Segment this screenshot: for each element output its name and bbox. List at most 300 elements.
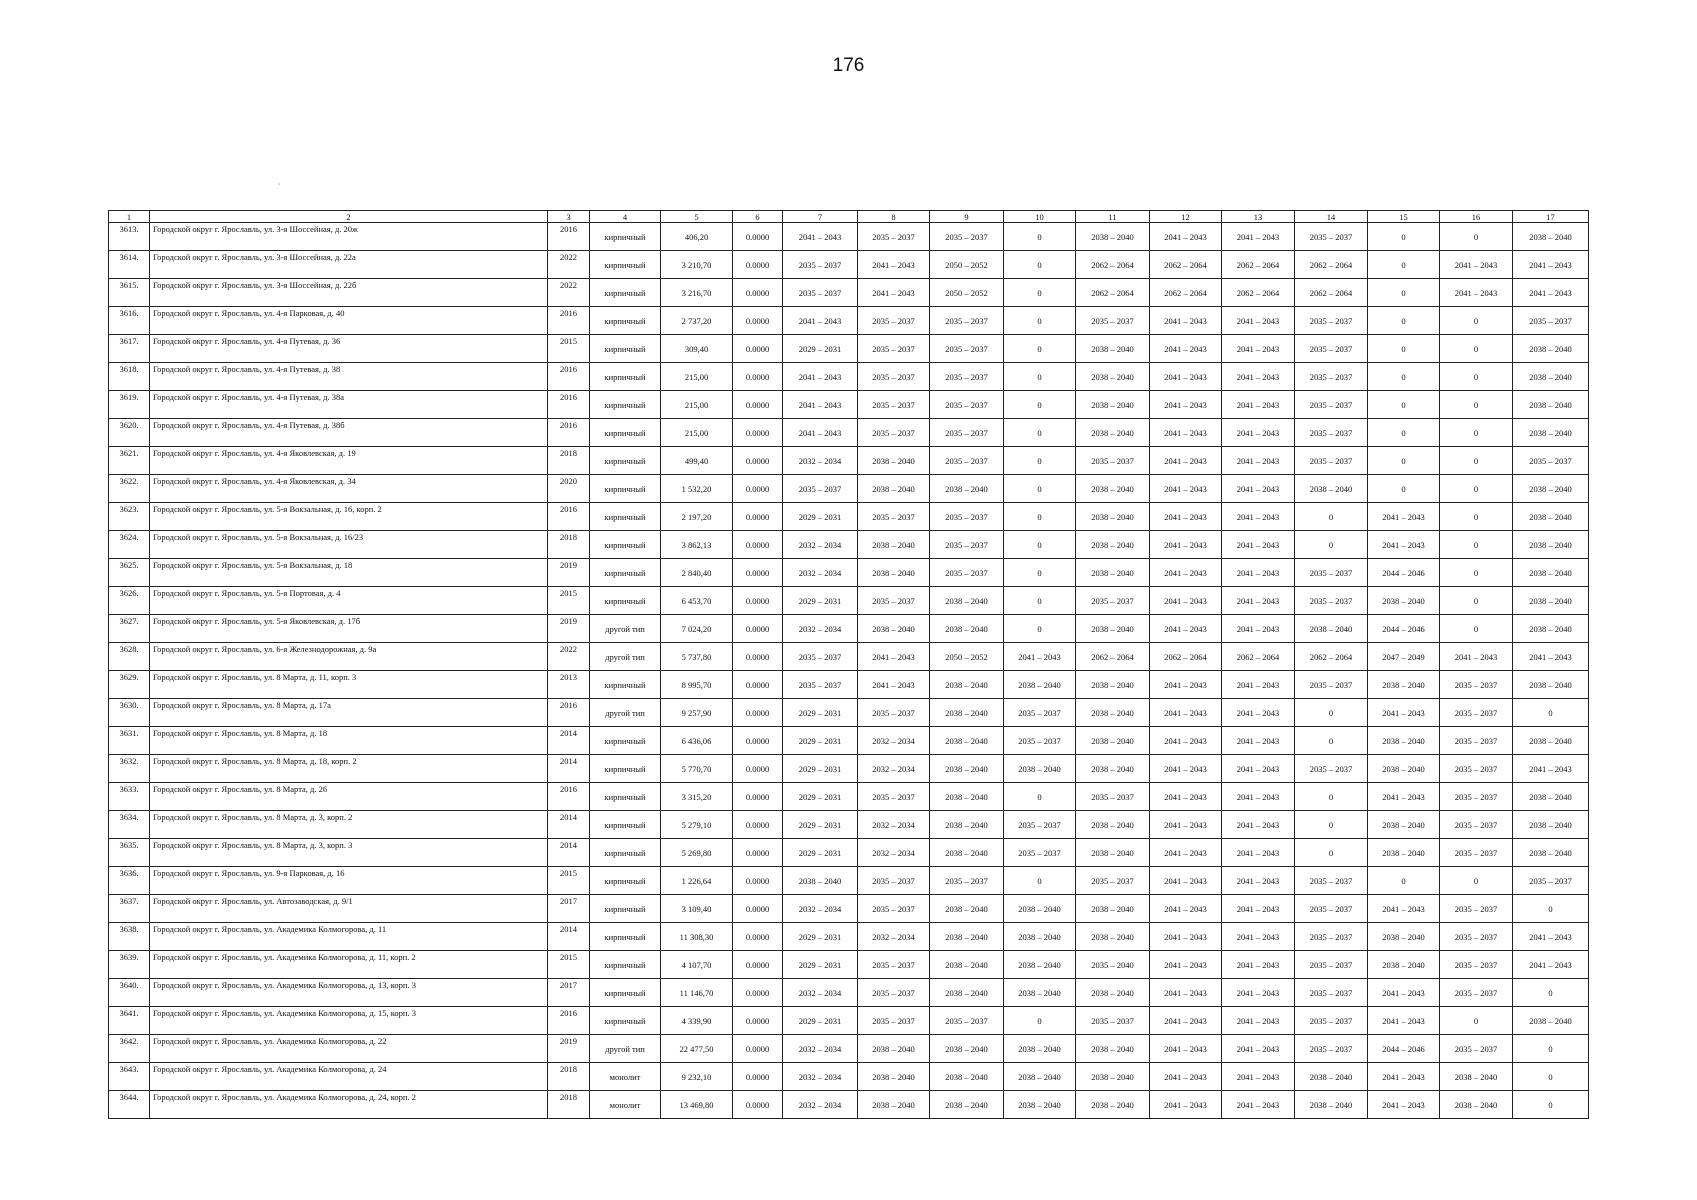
table-cell: 2035 – 2037: [1513, 867, 1589, 895]
table-cell: 2041 – 2043: [1222, 587, 1295, 615]
table-cell: Городской округ г. Ярославль, ул. 4-я Путевая, д. 38: [150, 363, 548, 391]
table-cell: другой тип: [590, 615, 661, 643]
table-cell: 2038 – 2040: [1076, 475, 1150, 503]
table-cell: Городской округ г. Ярославль, ул. Академика Колмогорова, д. 13, корп. 3: [150, 979, 548, 1007]
table-cell: 2038 – 2040: [930, 587, 1004, 615]
table-cell: 2041 – 2043: [1222, 447, 1295, 475]
table-cell: 2038 – 2040: [1076, 335, 1150, 363]
table-cell: 0.0000: [733, 503, 783, 531]
table-cell: 2035 – 2037: [930, 419, 1004, 447]
table-cell: 2035 – 2037: [783, 643, 858, 671]
table-cell: кирпичный: [590, 223, 661, 251]
table-cell: 0.0000: [733, 671, 783, 699]
table-cell: монолит: [590, 1091, 661, 1119]
table-cell: 2035 – 2037: [1295, 1007, 1368, 1035]
table-cell: кирпичный: [590, 307, 661, 335]
column-header-8: 8: [858, 211, 930, 223]
table-cell: 2013: [548, 671, 590, 699]
table-row: [109, 363, 1589, 391]
table-cell: 2016: [548, 307, 590, 335]
table-cell: 2041 – 2043: [1150, 223, 1222, 251]
table-cell: 0: [1440, 447, 1513, 475]
table-cell: 11 146,70: [661, 979, 733, 1007]
table-cell: 2032 – 2034: [783, 1035, 858, 1063]
table-cell: 0: [1440, 391, 1513, 419]
table-cell: 0.0000: [733, 279, 783, 307]
table-cell: 0.0000: [733, 727, 783, 755]
table-cell: 2035 – 2037: [783, 279, 858, 307]
table-row: [109, 727, 1589, 755]
table-cell: кирпичный: [590, 559, 661, 587]
table-cell: 2041 – 2043: [1150, 419, 1222, 447]
table-cell: 2041 – 2043: [1368, 1007, 1440, 1035]
table-cell: 3626.: [109, 587, 150, 615]
table-cell: кирпичный: [590, 755, 661, 783]
table-cell: 0.0000: [733, 1091, 783, 1119]
table-cell: 2041 – 2043: [1150, 447, 1222, 475]
table-cell: Городской округ г. Ярославль, ул. 5-я Вокзальная, д. 16, корп. 2: [150, 503, 548, 531]
table-cell: Городской округ г. Ярославль, ул. 4-я Яковлевская, д. 19: [150, 447, 548, 475]
table-cell: 2038 – 2040: [930, 475, 1004, 503]
table-cell: 2041 – 2043: [1222, 923, 1295, 951]
table-cell: 0.0000: [733, 979, 783, 1007]
table-cell: 2035 – 2037: [1513, 447, 1589, 475]
column-header-4: 4: [590, 211, 661, 223]
column-header-11: 11: [1076, 211, 1150, 223]
table-cell: 2041 – 2043: [1222, 307, 1295, 335]
table-cell: 2038 – 2040: [930, 895, 1004, 923]
table-cell: 0: [1004, 1007, 1076, 1035]
table-cell: другой тип: [590, 699, 661, 727]
table-cell: Городской округ г. Ярославль, ул. 8 Марта, д. 18: [150, 727, 548, 755]
table-cell: Городской округ г. Ярославль, ул. 4-я Путевая, д. 38а: [150, 391, 548, 419]
table-cell: 3634.: [109, 811, 150, 839]
table-cell: 0: [1004, 783, 1076, 811]
table-cell: 2035 – 2037: [930, 559, 1004, 587]
table-cell: 0.0000: [733, 559, 783, 587]
table-cell: Городской округ г. Ярославль, ул. 4-я Яковлевская, д. 34: [150, 475, 548, 503]
table-cell: кирпичный: [590, 587, 661, 615]
page-number: 176: [832, 55, 865, 76]
table-cell: 0: [1440, 559, 1513, 587]
table-cell: 2038 – 2040: [1004, 755, 1076, 783]
table-cell: 3633.: [109, 783, 150, 811]
table-cell: 2062 – 2064: [1222, 251, 1295, 279]
table-cell: 2038 – 2040: [1295, 1063, 1368, 1091]
table-cell: 5 770,70: [661, 755, 733, 783]
table-cell: 4 107,70: [661, 951, 733, 979]
table-cell: 2041 – 2043: [1513, 643, 1589, 671]
table-cell: кирпичный: [590, 447, 661, 475]
table-cell: 2038 – 2040: [930, 783, 1004, 811]
table-cell: 3620.: [109, 419, 150, 447]
table-cell: 0: [1440, 363, 1513, 391]
table-cell: Городской округ г. Ярославль, ул. Академика Колмогорова, д. 11: [150, 923, 548, 951]
table-cell: 2029 – 2031: [783, 335, 858, 363]
table-cell: 2035 – 2037: [1076, 307, 1150, 335]
table-cell: 2016: [548, 223, 590, 251]
table-cell: 3613.: [109, 223, 150, 251]
table-cell: Городской округ г. Ярославль, ул. Академика Колмогорова, д. 22: [150, 1035, 548, 1063]
table-cell: 2019: [548, 615, 590, 643]
table-cell: Городской округ г. Ярославль, ул. 5-я Яковлевская, д. 17б: [150, 615, 548, 643]
table-cell: 2050 – 2052: [930, 279, 1004, 307]
table-row: [109, 223, 1589, 251]
table-row: [109, 251, 1589, 279]
table-cell: 2038 – 2040: [930, 1063, 1004, 1091]
table-cell: 2041 – 2043: [1222, 783, 1295, 811]
table-cell: 2018: [548, 531, 590, 559]
table-cell: 0: [1295, 811, 1368, 839]
table-cell: 2038 – 2040: [1076, 615, 1150, 643]
table-cell: Городской округ г. Ярославль, ул. 5-я Вокзальная, д. 18: [150, 559, 548, 587]
table-cell: 13 469,80: [661, 1091, 733, 1119]
table-cell: 2014: [548, 811, 590, 839]
table-cell: 2038 – 2040: [1513, 783, 1589, 811]
table-cell: 0: [1440, 307, 1513, 335]
table-cell: 2038 – 2040: [1513, 671, 1589, 699]
table-cell: 2041 – 2043: [1150, 1035, 1222, 1063]
table-cell: 0: [1440, 587, 1513, 615]
table-cell: 2015: [548, 867, 590, 895]
table-cell: 2035 – 2037: [1076, 1007, 1150, 1035]
table-cell: 3 862,13: [661, 531, 733, 559]
table-cell: 2038 – 2040: [1004, 923, 1076, 951]
table-cell: 3614.: [109, 251, 150, 279]
table-cell: 215,00: [661, 363, 733, 391]
table-cell: 2016: [548, 419, 590, 447]
table-cell: 2035 – 2037: [858, 699, 930, 727]
table-row: [109, 839, 1589, 867]
table-cell: 0: [1004, 867, 1076, 895]
table-cell: 2041 – 2043: [1222, 1007, 1295, 1035]
table-row: [109, 279, 1589, 307]
table-cell: 0: [1295, 503, 1368, 531]
table-cell: 2035 – 2037: [930, 1007, 1004, 1035]
table-cell: 0.0000: [733, 783, 783, 811]
table-cell: 2035 – 2037: [858, 503, 930, 531]
table-cell: 2038 – 2040: [930, 615, 1004, 643]
table-cell: кирпичный: [590, 727, 661, 755]
table-cell: 3622.: [109, 475, 150, 503]
table-row: [109, 699, 1589, 727]
table-row: [109, 923, 1589, 951]
table-cell: 2041 – 2043: [783, 307, 858, 335]
table-row: [109, 531, 1589, 559]
table-cell: 0.0000: [733, 363, 783, 391]
table-cell: 3631.: [109, 727, 150, 755]
table-cell: 2041 – 2043: [858, 643, 930, 671]
table-cell: 0: [1513, 895, 1589, 923]
table-cell: Городской округ г. Ярославль, ул. Академика Колмогорова, д. 24: [150, 1063, 548, 1091]
table-cell: 2041 – 2043: [1368, 895, 1440, 923]
table-cell: 0: [1368, 475, 1440, 503]
table-cell: 2035 – 2037: [1440, 1035, 1513, 1063]
table-cell: 2041 – 2043: [1150, 839, 1222, 867]
table-cell: 3628.: [109, 643, 150, 671]
table-cell: 3629.: [109, 671, 150, 699]
table-row: [109, 559, 1589, 587]
table-cell: 2041 – 2043: [1150, 615, 1222, 643]
table-row: [109, 783, 1589, 811]
table-cell: 2038 – 2040: [1076, 923, 1150, 951]
table-cell: 2035 – 2037: [783, 671, 858, 699]
table-cell: 2041 – 2043: [1150, 503, 1222, 531]
table-cell: 0: [1368, 279, 1440, 307]
table-cell: 0.0000: [733, 335, 783, 363]
table-cell: 2035 – 2037: [930, 867, 1004, 895]
table-cell: 3625.: [109, 559, 150, 587]
table-cell: 2016: [548, 1007, 590, 1035]
table-cell: 2029 – 2031: [783, 923, 858, 951]
table-cell: 2038 – 2040: [1076, 503, 1150, 531]
table-cell: 2038 – 2040: [930, 1091, 1004, 1119]
table-cell: 2041 – 2043: [1222, 363, 1295, 391]
table-cell: кирпичный: [590, 531, 661, 559]
table-body: [109, 223, 1589, 1119]
table-cell: 2022: [548, 279, 590, 307]
table-cell: 2029 – 2031: [783, 587, 858, 615]
table-row: [109, 895, 1589, 923]
table-row: [109, 811, 1589, 839]
table-cell: 2035 – 2037: [1513, 307, 1589, 335]
table-cell: 2038 – 2040: [930, 951, 1004, 979]
table-cell: 2041 – 2043: [1222, 867, 1295, 895]
table-cell: 2032 – 2034: [783, 1091, 858, 1119]
table-cell: Городской округ г. Ярославль, ул. 6-я Железнодорожная, д. 9а: [150, 643, 548, 671]
table-cell: 0.0000: [733, 419, 783, 447]
table-cell: 2035 – 2037: [930, 307, 1004, 335]
table-row: [109, 951, 1589, 979]
table-cell: 3643.: [109, 1063, 150, 1091]
table-cell: 3 109,40: [661, 895, 733, 923]
table-cell: 0: [1368, 251, 1440, 279]
table-cell: 2038 – 2040: [1076, 391, 1150, 419]
table-cell: 2041 – 2043: [1513, 951, 1589, 979]
table-cell: 2035 – 2037: [1004, 727, 1076, 755]
table-cell: Городской округ г. Ярославль, ул. 4-я Парковая, д. 40: [150, 307, 548, 335]
table-cell: 2035 – 2037: [1295, 419, 1368, 447]
table-cell: 3621.: [109, 447, 150, 475]
table-cell: 2038 – 2040: [1076, 811, 1150, 839]
table-cell: 2032 – 2034: [783, 531, 858, 559]
table-cell: 0.0000: [733, 895, 783, 923]
table-cell: 2035 – 2037: [858, 895, 930, 923]
table-cell: 2035 – 2037: [1295, 755, 1368, 783]
table-cell: 2032 – 2034: [858, 755, 930, 783]
table-row: [109, 391, 1589, 419]
table-cell: 3638.: [109, 923, 150, 951]
table-cell: 3627.: [109, 615, 150, 643]
table-cell: 2041 – 2043: [783, 391, 858, 419]
table-cell: 2035 – 2037: [1440, 727, 1513, 755]
table-row: [109, 671, 1589, 699]
table-cell: 2038 – 2040: [1513, 335, 1589, 363]
table-cell: 2038 – 2040: [1513, 811, 1589, 839]
table-cell: 2038 – 2040: [1513, 727, 1589, 755]
table-cell: 2035 – 2037: [1295, 447, 1368, 475]
table-cell: 2038 – 2040: [1076, 895, 1150, 923]
table-cell: 2062 – 2064: [1295, 279, 1368, 307]
table-cell: 0: [1004, 419, 1076, 447]
table-cell: Городской округ г. Ярославль, ул. Академика Колмогорова, д. 24, корп. 2: [150, 1091, 548, 1119]
table-cell: 2044 – 2046: [1368, 559, 1440, 587]
table-cell: Городской округ г. Ярославль, ул. 5-я Портовая, д. 4: [150, 587, 548, 615]
table-cell: 2038 – 2040: [1513, 839, 1589, 867]
table-cell: 2041 – 2043: [1222, 811, 1295, 839]
table-cell: 2038 – 2040: [1368, 587, 1440, 615]
table-cell: 0.0000: [733, 867, 783, 895]
table-cell: 2029 – 2031: [783, 755, 858, 783]
table-cell: 2038 – 2040: [1368, 811, 1440, 839]
table-cell: 2038 – 2040: [1513, 391, 1589, 419]
table-cell: 2038 – 2040: [930, 1035, 1004, 1063]
table-cell: 0: [1368, 867, 1440, 895]
table-cell: 2035 – 2037: [1295, 559, 1368, 587]
table-cell: 2035 – 2037: [1440, 755, 1513, 783]
table-cell: 2038 – 2040: [1076, 559, 1150, 587]
table-cell: 0: [1004, 475, 1076, 503]
table-cell: 0: [1440, 503, 1513, 531]
table-cell: 0.0000: [733, 643, 783, 671]
table-cell: 2035 – 2037: [1076, 447, 1150, 475]
table-cell: 2041 – 2043: [1513, 251, 1589, 279]
table-cell: 2032 – 2034: [783, 559, 858, 587]
table-cell: 0.0000: [733, 223, 783, 251]
table-cell: 2041 – 2043: [1222, 1063, 1295, 1091]
table-cell: Городской округ г. Ярославль, ул. 8 Марта, д. 26: [150, 783, 548, 811]
table-cell: 2032 – 2034: [783, 447, 858, 475]
table-cell: Городской округ г. Ярославль, ул. 3-я Шоссейная, д. 22б: [150, 279, 548, 307]
table-cell: 2038 – 2040: [1076, 1091, 1150, 1119]
table-cell: 2014: [548, 923, 590, 951]
table-cell: 2062 – 2064: [1076, 643, 1150, 671]
table-cell: 499,40: [661, 447, 733, 475]
table-cell: 2038 – 2040: [1440, 1091, 1513, 1119]
table-cell: кирпичный: [590, 475, 661, 503]
column-header-17: 17: [1513, 211, 1589, 223]
table-cell: 2038 – 2040: [858, 1063, 930, 1091]
table-cell: 0: [1004, 447, 1076, 475]
table-cell: 2038 – 2040: [930, 699, 1004, 727]
table-cell: 3640.: [109, 979, 150, 1007]
table-cell: 2018: [548, 1063, 590, 1091]
table-cell: 2 737,20: [661, 307, 733, 335]
table-cell: 2038 – 2040: [1295, 1091, 1368, 1119]
table-cell: кирпичный: [590, 503, 661, 531]
table-cell: 5 737,80: [661, 643, 733, 671]
table-cell: 2041 – 2043: [783, 223, 858, 251]
column-header-15: 15: [1368, 211, 1440, 223]
table-cell: 2041 – 2043: [1222, 671, 1295, 699]
table-cell: 215,00: [661, 419, 733, 447]
table-cell: 2035 – 2037: [858, 335, 930, 363]
table-cell: 0: [1368, 391, 1440, 419]
table-cell: 2044 – 2046: [1368, 1035, 1440, 1063]
table-cell: 2035 – 2037: [858, 363, 930, 391]
table-cell: 2041 – 2043: [1440, 643, 1513, 671]
table-cell: 1 226,64: [661, 867, 733, 895]
table-cell: 2041 – 2043: [1150, 867, 1222, 895]
table-cell: Городской округ г. Ярославль, ул. 3-я Шоссейная, д. 22а: [150, 251, 548, 279]
table-cell: 0: [1513, 1091, 1589, 1119]
table-row: [109, 615, 1589, 643]
table-cell: 2038 – 2040: [858, 531, 930, 559]
table-cell: 2041 – 2043: [1513, 279, 1589, 307]
table-row: [109, 335, 1589, 363]
table-row: [109, 1007, 1589, 1035]
table-cell: 0: [1004, 363, 1076, 391]
table-cell: 2032 – 2034: [783, 615, 858, 643]
table-row: [109, 867, 1589, 895]
table-cell: 2038 – 2040: [1368, 755, 1440, 783]
table-row: [109, 1035, 1589, 1063]
table-cell: 2035 – 2037: [1004, 839, 1076, 867]
table-cell: 2035 – 2037: [1295, 671, 1368, 699]
table-cell: другой тип: [590, 1035, 661, 1063]
table-cell: Городской округ г. Ярославль, ул. 8 Марта, д. 3, корп. 2: [150, 811, 548, 839]
table-cell: 2035 – 2037: [858, 419, 930, 447]
table-cell: 2041 – 2043: [1222, 615, 1295, 643]
column-header-6: 6: [733, 211, 783, 223]
table-cell: 2038 – 2040: [1004, 1063, 1076, 1091]
column-header-14: 14: [1295, 211, 1368, 223]
table-cell: другой тип: [590, 643, 661, 671]
table-cell: 2038 – 2040: [1368, 923, 1440, 951]
table-cell: 2035 – 2037: [1440, 811, 1513, 839]
table-cell: 2035 – 2037: [1295, 363, 1368, 391]
table-cell: 2041 – 2043: [1150, 755, 1222, 783]
table-cell: 3616.: [109, 307, 150, 335]
table-cell: 0: [1004, 279, 1076, 307]
table-cell: 2041 – 2043: [1150, 531, 1222, 559]
table-cell: 2035 – 2037: [1076, 867, 1150, 895]
table-cell: 0: [1004, 307, 1076, 335]
table-cell: 2047 – 2049: [1368, 643, 1440, 671]
table-cell: 2038 – 2040: [1513, 363, 1589, 391]
table-cell: 0: [1004, 587, 1076, 615]
table-cell: 2035 – 2037: [858, 223, 930, 251]
table-cell: 2035 – 2037: [1295, 867, 1368, 895]
table-cell: 2041 – 2043: [1222, 1035, 1295, 1063]
table-row: [109, 643, 1589, 671]
table-cell: 0: [1368, 223, 1440, 251]
table-cell: 0.0000: [733, 531, 783, 559]
table-cell: 2041 – 2043: [1150, 979, 1222, 1007]
table-cell: 3618.: [109, 363, 150, 391]
table-cell: 2041 – 2043: [1222, 223, 1295, 251]
table-cell: 2041 – 2043: [1150, 335, 1222, 363]
table-cell: 3644.: [109, 1091, 150, 1119]
table-cell: 0: [1295, 783, 1368, 811]
table-cell: 0.0000: [733, 839, 783, 867]
table-cell: 2038 – 2040: [1076, 223, 1150, 251]
table-cell: 2035 – 2037: [1004, 699, 1076, 727]
table-cell: 2038 – 2040: [1513, 419, 1589, 447]
table-cell: 2035 – 2037: [1440, 839, 1513, 867]
table-row: [109, 1063, 1589, 1091]
table-cell: кирпичный: [590, 811, 661, 839]
table-cell: 2038 – 2040: [1076, 363, 1150, 391]
table-cell: 2035 – 2037: [858, 391, 930, 419]
table-cell: 2035 – 2040: [1076, 951, 1150, 979]
table-cell: 22 477,50: [661, 1035, 733, 1063]
table-cell: кирпичный: [590, 671, 661, 699]
table-cell: кирпичный: [590, 923, 661, 951]
table-cell: 2032 – 2034: [783, 979, 858, 1007]
table-cell: Городской округ г. Ярославль, ул. 5-я Вокзальная, д. 16/23: [150, 531, 548, 559]
table-cell: 2 840,40: [661, 559, 733, 587]
